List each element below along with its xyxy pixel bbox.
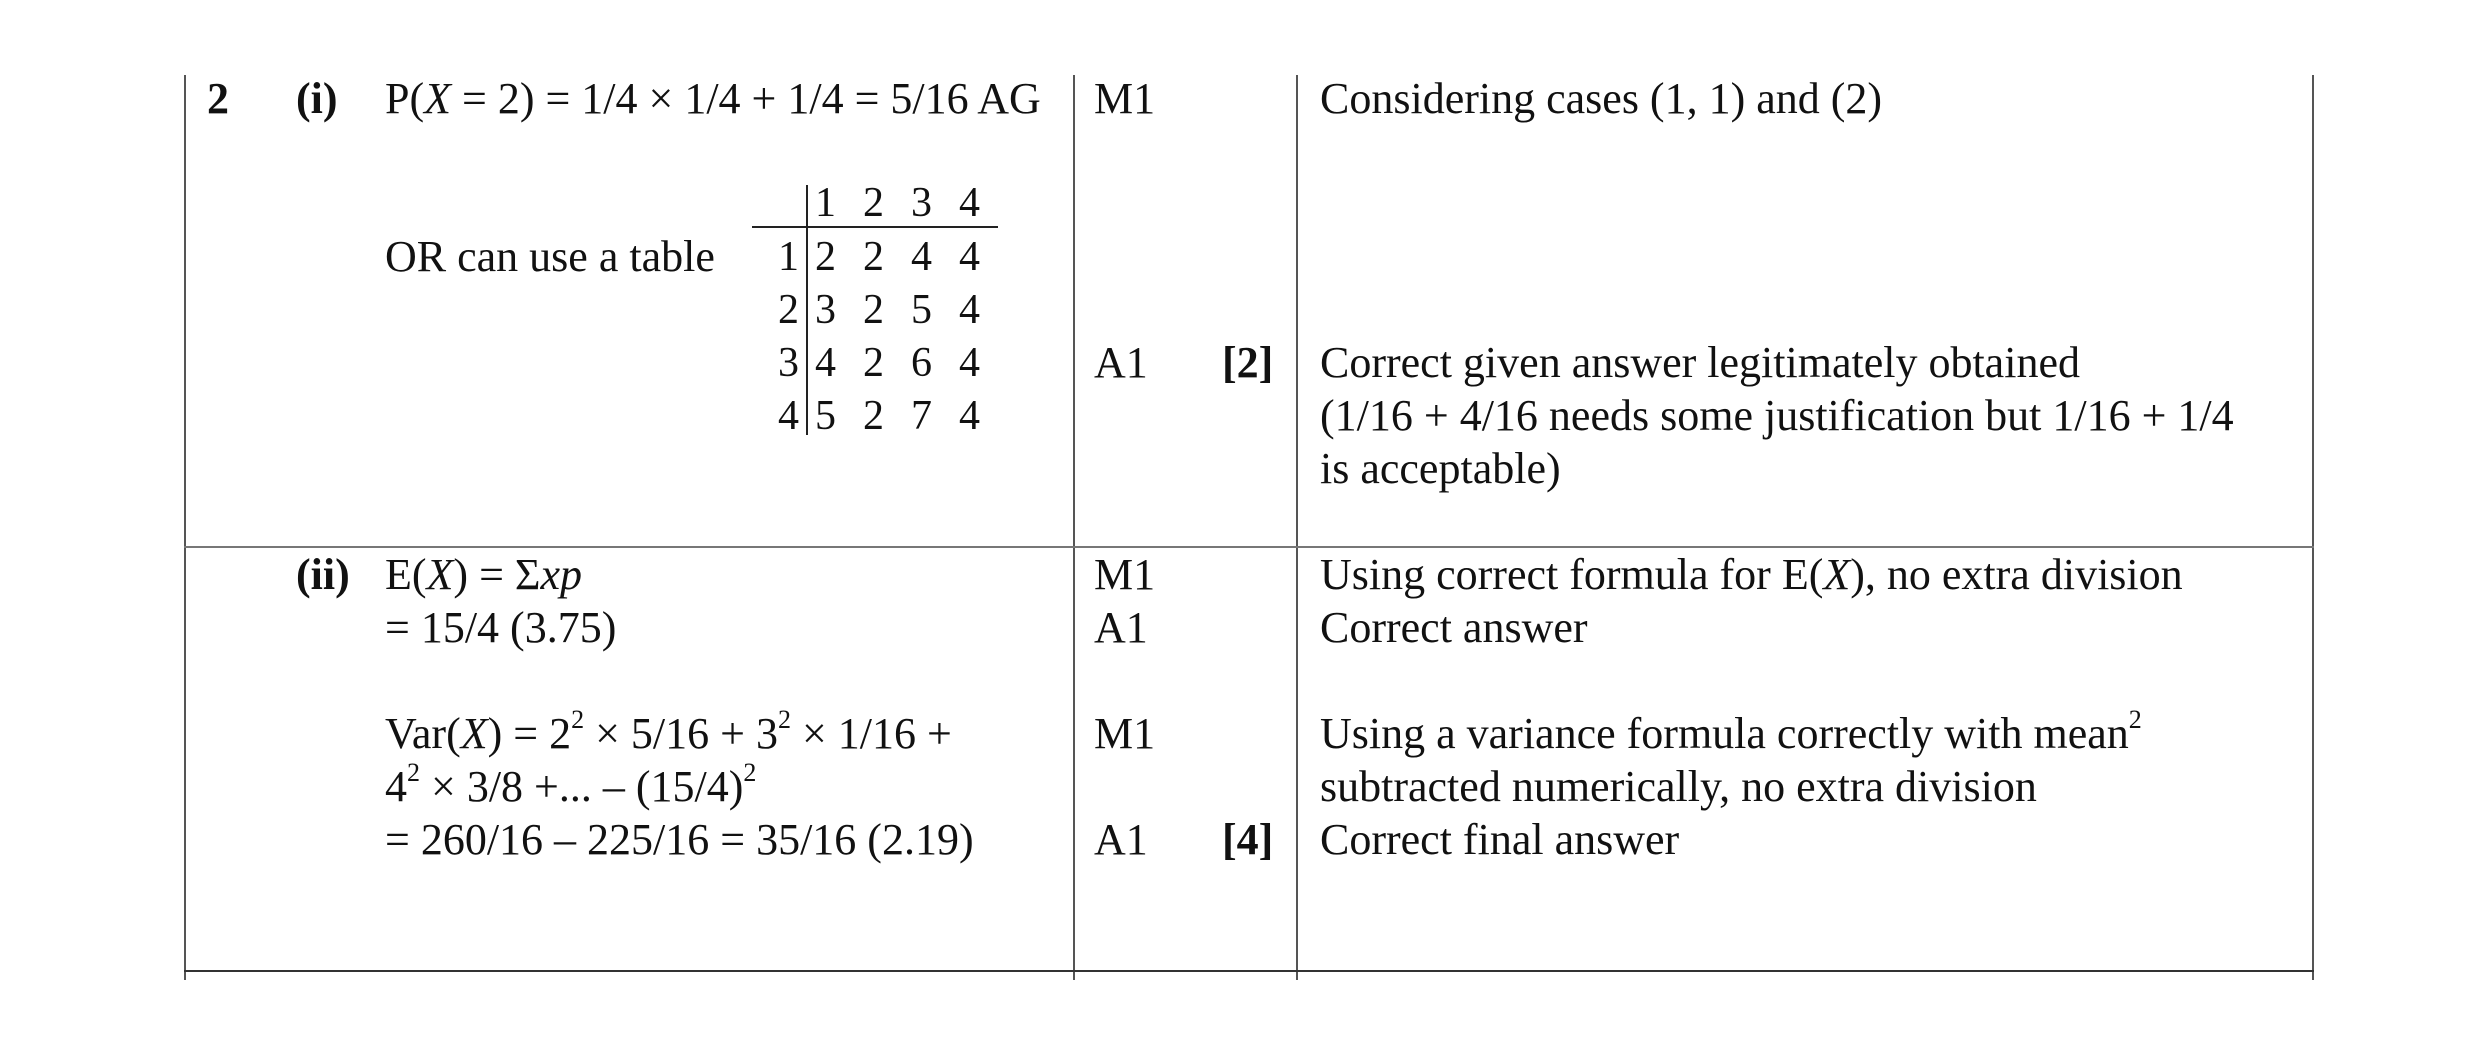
part-ii-comment-3b: subtracted numerically, no extra division (1320, 762, 2037, 811)
outcome-table-cell: 4 (959, 340, 980, 386)
part-ii-expectation-result: = 15/4 (3.75) (385, 603, 617, 652)
part-i-comment-2c: is acceptable) (1320, 444, 1561, 493)
outcome-table-row-label-3: 3 (778, 340, 799, 386)
totals-guidance-divider (1296, 75, 1298, 980)
part-ii-variance-line-1: $Var(X) = 2^2 \times 5/16 + 3^2 \times 1/16$ + (385, 705, 952, 758)
outcome-table-cell: 4 (959, 287, 980, 333)
part-ii-mark-2: A1 (1094, 603, 1148, 652)
outcome-table-header-1: 1 (815, 180, 836, 226)
part-i-comment-1: Considering cases (1, 1) and (2) (1320, 74, 1883, 123)
outcome-table-label-rule (806, 185, 808, 435)
outcome-table-cell: 2 (863, 234, 884, 280)
outcome-table-cell: 5 (911, 287, 932, 333)
part-i-mark-1: M1 (1094, 74, 1156, 123)
part-ii-total: [4] (1222, 815, 1274, 864)
part-ii-variance-result: = 260/16 – 225/16 = 35/16 (2.19) (385, 815, 974, 864)
part-ii-comment-2: Correct answer (1320, 603, 1588, 652)
outcome-table-cell: 7 (911, 393, 932, 439)
outcome-table-cell: 2 (815, 234, 836, 280)
part-ii-expectation-line: E(X) = Σxp (385, 550, 583, 599)
left-border (184, 75, 186, 980)
bottom-border (184, 970, 2314, 972)
part-i-comment-2a: Correct given answer legitimately obtained (1320, 338, 2080, 387)
part-ii-label: (ii) (296, 550, 350, 599)
outcome-table-header-3: 3 (911, 180, 932, 226)
part-i-total: [2] (1222, 338, 1274, 387)
part-i-comment-2b: (1/16 + 4/16 needs some justification but 1/16 + 1/4 (1320, 391, 2234, 440)
outcome-table-cell: 2 (863, 393, 884, 439)
part-i-answer-line: P(X = 2) = 1/4 × 1/4 + 1/4 = 5/16 AG (385, 74, 1041, 123)
outcome-table-cell: 3 (815, 287, 836, 333)
answer-marks-divider (1073, 75, 1075, 980)
outcome-table-row-label-1: 1 (778, 234, 799, 280)
part-i-label: (i) (296, 74, 338, 123)
part-ii-comment-4: Correct final answer (1320, 815, 1680, 864)
part-ii-mark-4: A1 (1094, 815, 1148, 864)
part-i-table-intro: OR can use a table (385, 232, 715, 281)
outcome-table-header-4: 4 (959, 180, 980, 226)
outcome-table-cell: 2 (863, 287, 884, 333)
part-ii-comment-1: Using correct formula for E(X), no extra division (1320, 550, 2183, 599)
outcome-table-cell: 4 (959, 234, 980, 280)
outcome-table-cell: 4 (959, 393, 980, 439)
outcome-table-cell: 4 (815, 340, 836, 386)
part-ii-comment-3a: Using a variance formula correctly with mean$^2$ (1320, 705, 2142, 758)
outcome-table-cell: 5 (815, 393, 836, 439)
right-border (2312, 75, 2314, 980)
part-ii-variance-line-2: $4^2 \times 3/8$ +... – $(15/4)^2$ (385, 758, 757, 811)
outcome-table-header-2: 2 (863, 180, 884, 226)
outcome-table-row-label-2: 2 (778, 287, 799, 333)
outcome-table-cell: 6 (911, 340, 932, 386)
part-ii-mark-1: M1 (1094, 550, 1156, 599)
part-i-mark-2: A1 (1094, 338, 1148, 387)
question-number: 2 (207, 74, 229, 123)
outcome-table-row-label-4: 4 (778, 393, 799, 439)
part-ii-mark-3: M1 (1094, 709, 1156, 758)
outcome-table-cell: 4 (911, 234, 932, 280)
outcome-table-cell: 2 (863, 340, 884, 386)
